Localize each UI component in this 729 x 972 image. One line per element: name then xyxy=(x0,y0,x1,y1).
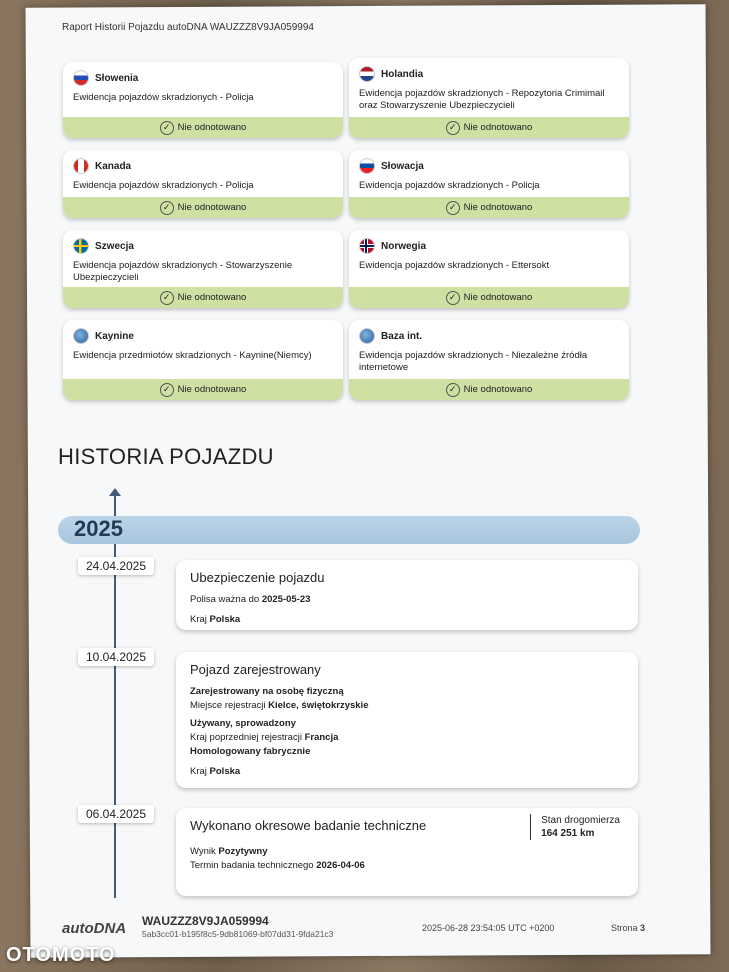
flag-icon-norway xyxy=(359,238,375,254)
globe-icon xyxy=(73,328,89,344)
history-title: HISTORIA POJAZDU xyxy=(58,444,274,469)
check-description: Ewidencja przedmiotów skradzionych - Kaynine(Niemcy) xyxy=(73,350,312,361)
check-card xyxy=(349,320,629,400)
flag-icon-slovenia xyxy=(73,70,89,86)
status-text: Nie odnotowano xyxy=(177,202,247,213)
check-card xyxy=(63,150,343,218)
footer-vin: WAUZZZ8V9JA059994 xyxy=(142,914,269,928)
checkmark-icon: ✓ xyxy=(446,201,460,215)
check-card xyxy=(349,150,629,218)
flag-icon-sweden xyxy=(73,238,89,254)
country-name: Baza int. xyxy=(381,330,423,342)
check-card xyxy=(349,230,629,308)
arrow-up-icon xyxy=(109,488,121,496)
otomoto-watermark: OTOMOTO xyxy=(6,944,116,966)
event-card xyxy=(176,808,638,896)
event-date: 06.04.2025 xyxy=(78,805,154,823)
status-text: Nie odnotowano xyxy=(177,292,247,303)
checkmark-icon: ✓ xyxy=(446,291,460,305)
event-title: Pojazd zarejestrowany xyxy=(190,662,321,677)
flag-icon-canada xyxy=(73,158,89,174)
country-name: Słowacja xyxy=(381,160,424,172)
footer-hash: 5ab3cc01-b195f8c5-9db81069-bf07dd31-9fda21c3 xyxy=(142,929,334,939)
checkmark-icon: ✓ xyxy=(160,201,174,215)
country-name: Holandia xyxy=(381,68,424,80)
flag-icon-slovakia xyxy=(359,158,375,174)
check-card xyxy=(63,230,343,308)
check-card xyxy=(349,58,629,138)
year-band xyxy=(58,516,640,544)
check-description: Ewidencja pojazdów skradzionych - Policja xyxy=(73,92,254,103)
event-title: Wykonano okresowe badanie techniczne xyxy=(190,818,427,833)
check-description: Ewidencja pojazdów skradzionych - Policja xyxy=(73,180,254,191)
page-number: Strona 3 xyxy=(611,923,646,933)
event-detail: Używany, sprowadzony xyxy=(190,718,296,729)
country-name: Słowenia xyxy=(95,72,139,84)
odometer xyxy=(530,814,620,840)
timeline-line xyxy=(114,494,116,898)
check-card xyxy=(63,62,343,138)
report-header: Raport Historii Pojazdu autoDNA WAUZZZ8V9JA059994 xyxy=(62,22,314,33)
checkmark-icon: ✓ xyxy=(160,121,174,135)
check-description: Ewidencja pojazdów skradzionych - Stowarzyszenie Ubezpieczycieli xyxy=(73,260,293,283)
event-detail: Polisa ważna do 2025-05-23 xyxy=(190,594,311,605)
event-detail: Termin badania technicznego 2026-04-06 xyxy=(190,860,365,871)
checkmark-icon: ✓ xyxy=(160,383,174,397)
check-card xyxy=(63,320,343,400)
country-name: Szwecja xyxy=(95,240,134,252)
autodna-logo: autoDNA xyxy=(62,920,127,937)
odometer-value: 164 251 km xyxy=(541,828,595,839)
event-date: 10.04.2025 xyxy=(78,648,154,666)
status-text: Nie odnotowano xyxy=(463,202,533,213)
flag-icon-netherlands xyxy=(359,66,375,82)
check-description: Ewidencja pojazdów skradzionych - Repozytoria Crimimail oraz Stowarzyszenie Ubezpieczycieli xyxy=(359,88,605,111)
check-description: Ewidencja pojazdów skradzionych - Ettersokt xyxy=(359,260,550,271)
status-text: Nie odnotowano xyxy=(463,384,533,395)
checkmark-icon: ✓ xyxy=(446,383,460,397)
status-text: Nie odnotowano xyxy=(463,292,533,303)
event-title: Ubezpieczenie pojazdu xyxy=(190,570,325,585)
event-detail: Kraj Polska xyxy=(190,766,241,777)
status-text: Nie odnotowano xyxy=(177,384,247,395)
event-card xyxy=(176,652,638,788)
event-detail: Wynik Pozytywny xyxy=(190,846,268,857)
country-name: Kaynine xyxy=(95,330,134,342)
event-date: 24.04.2025 xyxy=(78,557,154,575)
checkmark-icon: ✓ xyxy=(446,121,460,135)
footer-date: 2025-06-28 23:54:05 UTC +0200 xyxy=(422,923,555,933)
globe-icon xyxy=(359,328,375,344)
check-description: Ewidencja pojazdów skradzionych - Niezależne źródła internetowe xyxy=(359,350,588,373)
status-text: Nie odnotowano xyxy=(463,122,533,133)
country-name: Kanada xyxy=(95,160,132,172)
event-detail: Homologowany fabrycznie xyxy=(190,746,311,757)
checkmark-icon: ✓ xyxy=(160,291,174,305)
status-text: Nie odnotowano xyxy=(177,122,247,133)
event-card xyxy=(176,560,638,630)
year-label: 2025 xyxy=(74,516,123,541)
check-description: Ewidencja pojazdów skradzionych - Policja xyxy=(359,180,540,191)
event-detail: Miejsce rejestracji Kielce, świętokrzyskie xyxy=(190,700,369,711)
event-detail: Zarejestrowany na osobę fizyczną xyxy=(190,686,344,697)
odometer-label: Stan drogomierza xyxy=(541,815,620,826)
event-detail: Kraj Polska xyxy=(190,614,241,625)
event-detail: Kraj poprzedniej rejestracji Francja xyxy=(190,732,339,743)
country-name: Norwegia xyxy=(381,240,427,252)
